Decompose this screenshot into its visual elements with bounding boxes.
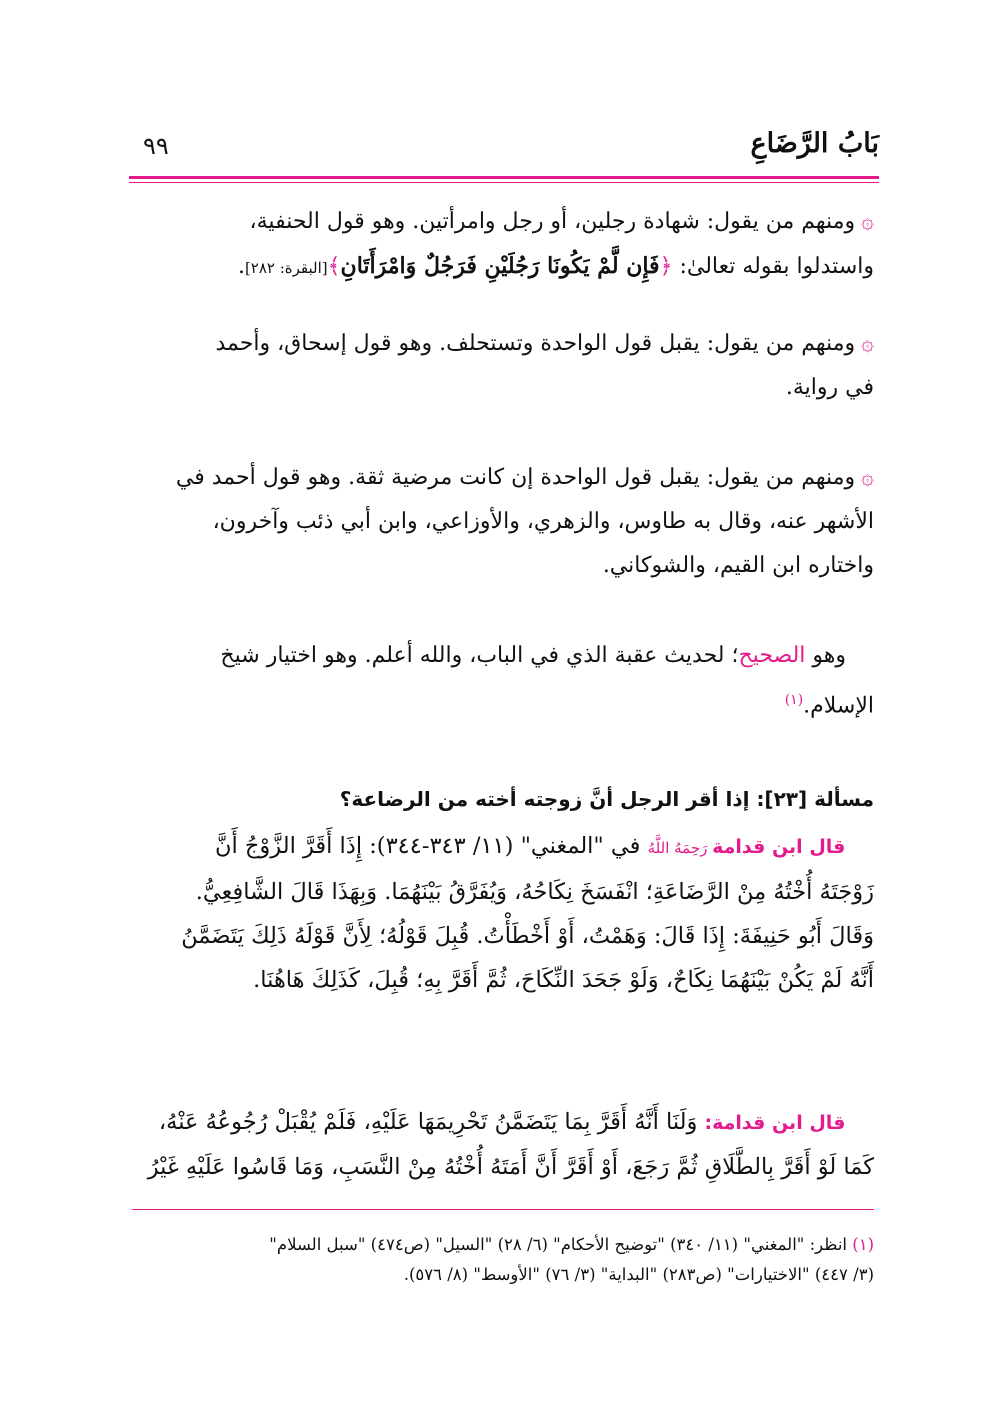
quote-line: وَلَنَا أَنَّهُ أَقَرَّ بِمَا يَتَضَمَّنُ تَحْرِيمَهَا عَلَيْهِ، فَلَمْ يُقْبَلْ رُجُوعُهُ عَنْهُ، [158, 1109, 705, 1135]
quote-line: كَمَا لَوْ أَقَرَّ بِالطَّلَاقِ ثُمَّ رَجَعَ، أَوْ أَقَرَّ أَنَّ أَمَتَهُ أُخْتُهُ مِنْ النَّسَبِ، وَمَا قَاسُوا عَلَيْهِ غَيْرُ [147, 1154, 874, 1180]
paragraph-line: الإسلام. [803, 693, 874, 719]
issue-label: مسألة [٢٣]: [756, 787, 874, 811]
paragraph-line: ومنهم من يقول: شهادة رجلين، أو رجل وامرأتين. وهو قول الحنفية، [249, 209, 856, 234]
quote-line: زَوْجَتَهُ أُخْتُهُ مِنْ الرَّضَاعَةِ؛ انْفَسَخَ نِكَاحُهُ، وَيُفَرَّقُ بَيْنَهُمَا. وَبِهَذَا قَالَ الشَّافِعِيُّ. [195, 879, 874, 905]
paragraph-line: في رواية. [785, 375, 874, 400]
bullet-ornament-icon: ۞ [861, 331, 874, 356]
footnote-number: (١) [852, 1235, 874, 1254]
quote-line: في "المغني" (١١/ ٣٤٣-٣٤٤): إِذَا أَقَرَّ الزَّوْجُ أَنَّ [214, 833, 648, 859]
quran-open-bracket: ﴿ [659, 254, 673, 279]
paragraph-text: وهو [805, 643, 847, 668]
paragraph-line: ومنهم من يقول: يقبل قول الواحدة إن كانت مرضية ثقة. وهو قول أحمد في [175, 465, 856, 490]
speaker-label: قال ابن قدامة: [704, 1112, 846, 1134]
highlight-sahih: الصحيح [738, 643, 806, 668]
quran-verse: فَإِن لَّمْ يَكُونَا رَجُلَيْنِ فَرَجُلٌ وَامْرَأَتَانِ [340, 253, 660, 279]
page-number: ٩٩ [143, 132, 169, 160]
quran-close-bracket: ﴾ [327, 254, 341, 279]
honorific: رَحِمَهُ اللَّهُ [647, 839, 713, 857]
paragraph-line: ومنهم من يقول: يقبل قول الواحدة وتستحلف. وهو قول إسحاق، وأحمد [215, 331, 856, 356]
quote-ibn-qudama-response [132, 1100, 874, 1189]
issue-heading [132, 787, 874, 811]
speaker-label: قال ابن قدامة [712, 836, 846, 858]
paragraph-trusted-witness-view [132, 456, 874, 588]
footnote-divider [132, 1209, 874, 1210]
paragraph-conclusion [132, 634, 874, 728]
footnote-reference[interactable]: (١) [784, 692, 804, 708]
footnote-line: (٣/ ٤٤٧) "الاختيارات" (ص٢٨٣) "البداية" (٣/ ٧٦) "الأوسط" (٨/ ٥٧٦). [403, 1265, 874, 1284]
issue-question: إذا أقر الرجل أنَّ زوجته أخته من الرضاعة؟ [339, 787, 757, 811]
footnote [132, 1230, 874, 1290]
paragraph-hanafi-view [132, 200, 874, 290]
quote-line: وَقَالَ أَبُو حَنِيفَةَ: إِذَا قَالَ: وَهَمْتُ، أَوْ أَخْطَأْتُ. قُبِلَ قَوْلُهُ؛ لِأَنَّ قَوْلَهُ ذَلِكَ يَتَضَمَّنُ [181, 923, 874, 949]
footnote-line: انظر: "المغني" (١١/ ٣٤٠) "توضيح الأحكام" (٦/ ٢٨) "السيل" (ص٤٧٤) "سبل السلام" [269, 1235, 853, 1254]
quote-line: أَنَّهُ لَمْ يَكُنْ بَيْنَهُمَا نِكَاحٌ، وَلَوْ جَحَدَ النِّكَاحَ، ثُمَّ أَقَرَّ بِهِ؛ قُبِلَ، كَذَلِكَ هَاهُنَا. [253, 967, 874, 993]
paragraph-line: واستدلوا بقوله تعالىٰ: [672, 254, 874, 279]
chapter-title: بَابُ الرَّضَاعِ [750, 128, 879, 159]
quote-ibn-qudama-mughni [132, 824, 874, 1002]
bullet-ornament-icon: ۞ [861, 465, 874, 490]
paragraph-line: الأشهر عنه، وقال به طاوس، والزهري، والأوزاعي، وابن أبي ذئب وآخرون، [212, 509, 874, 534]
quran-reference: [البقرة: ٢٨٢] [244, 259, 328, 277]
paragraph-ishaq-view [132, 322, 874, 410]
paragraph-line: . [237, 254, 245, 279]
paragraph-line: واختاره ابن القيم، والشوكاني. [602, 553, 874, 578]
bullet-ornament-icon: ۞ [861, 209, 874, 234]
header-rule-thick [129, 176, 879, 179]
header-rule-thin [129, 182, 879, 183]
paragraph-text: ؛ لحديث عقبة الذي في الباب، والله أعلم. وهو اختيار شيخ [220, 643, 739, 668]
